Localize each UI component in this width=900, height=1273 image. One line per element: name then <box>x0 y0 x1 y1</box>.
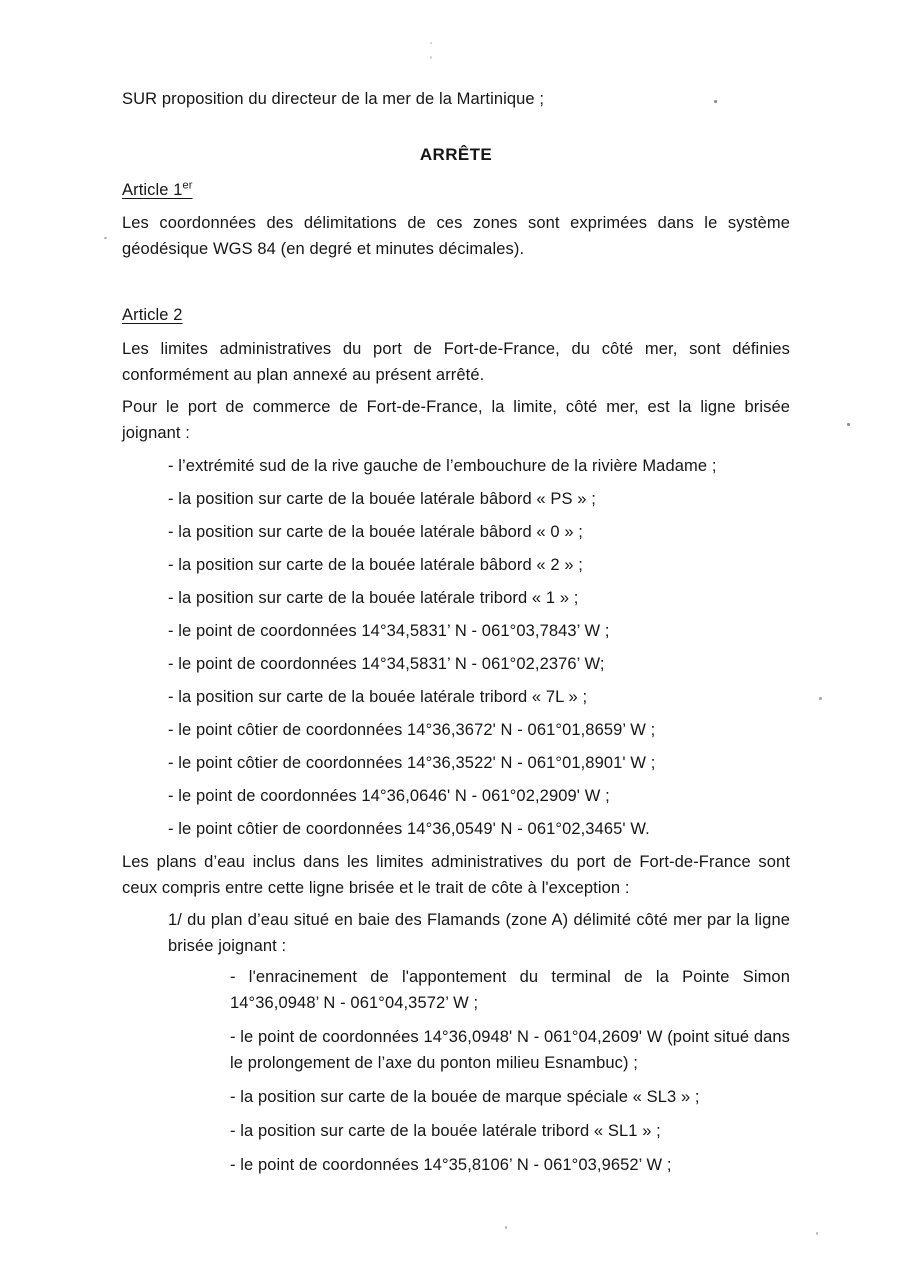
document-content <box>122 86 790 1186</box>
list-item: - la position sur carte de la bouée latérale bâbord « PS » ; <box>168 490 596 508</box>
list-item: - l’extrémité sud de la rive gauche de l’embouchure de la rivière Madame ; <box>168 457 717 475</box>
list-item: - la position sur carte de la bouée latérale bâbord « 2 » ; <box>168 556 583 574</box>
list-item: - le point de coordonnées 14°36,0646' N - 061°02,2909' W ; <box>168 787 610 805</box>
exception-zone-a <box>168 907 790 1178</box>
scan-speck <box>819 697 822 700</box>
list-item: - la position sur carte de la bouée latérale tribord « SL1 » ; <box>230 1122 661 1140</box>
list-item: - l'enracinement de l'appontement du terminal de la Pointe Simon 14°36,0948’ N - 061°04,3572’ W ; <box>230 968 790 1012</box>
scan-speck <box>714 100 717 103</box>
article-1-title-sup: er <box>182 179 193 192</box>
scan-speck <box>430 42 432 44</box>
arrete-heading: ARRÊTE <box>419 145 493 164</box>
boundary-points-list <box>122 453 790 842</box>
scan-speck <box>816 1232 818 1235</box>
list-item: - le point de coordonnées 14°36,0948' N - 061°04,2609' W (point situé dans le prolongement de l’axe du ponton milieu Esnambuc) ; <box>230 1028 790 1072</box>
scan-speck <box>505 1226 507 1229</box>
list-item: - le point de coordonnées 14°34,5831’ N - 061°03,7843’ W ; <box>168 622 610 640</box>
article-2-paragraph-3: Les plans d’eau inclus dans les limites administratives du port de Fort-de-France sont ceux compris entre cette ligne brisée et le trait de côte à l'exception : <box>122 853 790 897</box>
scan-speck <box>104 237 107 239</box>
exception-zone-a-intro: 1/ du plan d’eau situé en baie des Flamands (zone A) délimité côté mer par la ligne brisée joignant : <box>168 911 790 955</box>
scan-speck <box>847 423 850 426</box>
article-2-title: Article 2 <box>122 306 183 324</box>
list-item: - le point côtier de coordonnées 14°36,3522' N - 061°01,8901' W ; <box>168 754 656 772</box>
zone-a-points-list <box>168 964 790 1178</box>
list-item: - la position sur carte de la bouée latérale bâbord « 0 » ; <box>168 523 583 541</box>
article-2-paragraph-1: Les limites administratives du port de Fort-de-France, du côté mer, sont définies conformément au plan annexé au présent arrêté. <box>122 340 790 384</box>
list-item: - la position sur carte de la bouée latérale tribord « 7L » ; <box>168 688 588 706</box>
article-1-title-text: Article 1 <box>122 181 183 199</box>
article-1-body: Les coordonnées des délimitations de ces zones sont exprimées dans le système géodésique WGS 84 (en degré et minutes décimales). <box>122 214 790 258</box>
proposition-line: SUR proposition du directeur de la mer de la Martinique ; <box>122 90 545 108</box>
list-item: - le point de coordonnées 14°35,8106’ N - 061°03,9652’ W ; <box>230 1156 672 1174</box>
article-1-title <box>122 177 790 203</box>
scan-speck <box>430 56 432 59</box>
list-item: - la position sur carte de la bouée de marque spéciale « SL3 » ; <box>230 1088 700 1106</box>
list-item: - la position sur carte de la bouée latérale tribord « 1 » ; <box>168 589 579 607</box>
article-2-paragraph-2: Pour le port de commerce de Fort-de-France, la limite, côté mer, est la ligne brisée joignant : <box>122 398 790 442</box>
list-item: - le point côtier de coordonnées 14°36,3672' N - 061°01,8659’ W ; <box>168 721 656 739</box>
list-item: - le point de coordonnées 14°34,5831’ N - 061°02,2376’ W; <box>168 655 605 673</box>
list-item: - le point côtier de coordonnées 14°36,0549' N - 061°02,3465' W. <box>168 820 650 838</box>
